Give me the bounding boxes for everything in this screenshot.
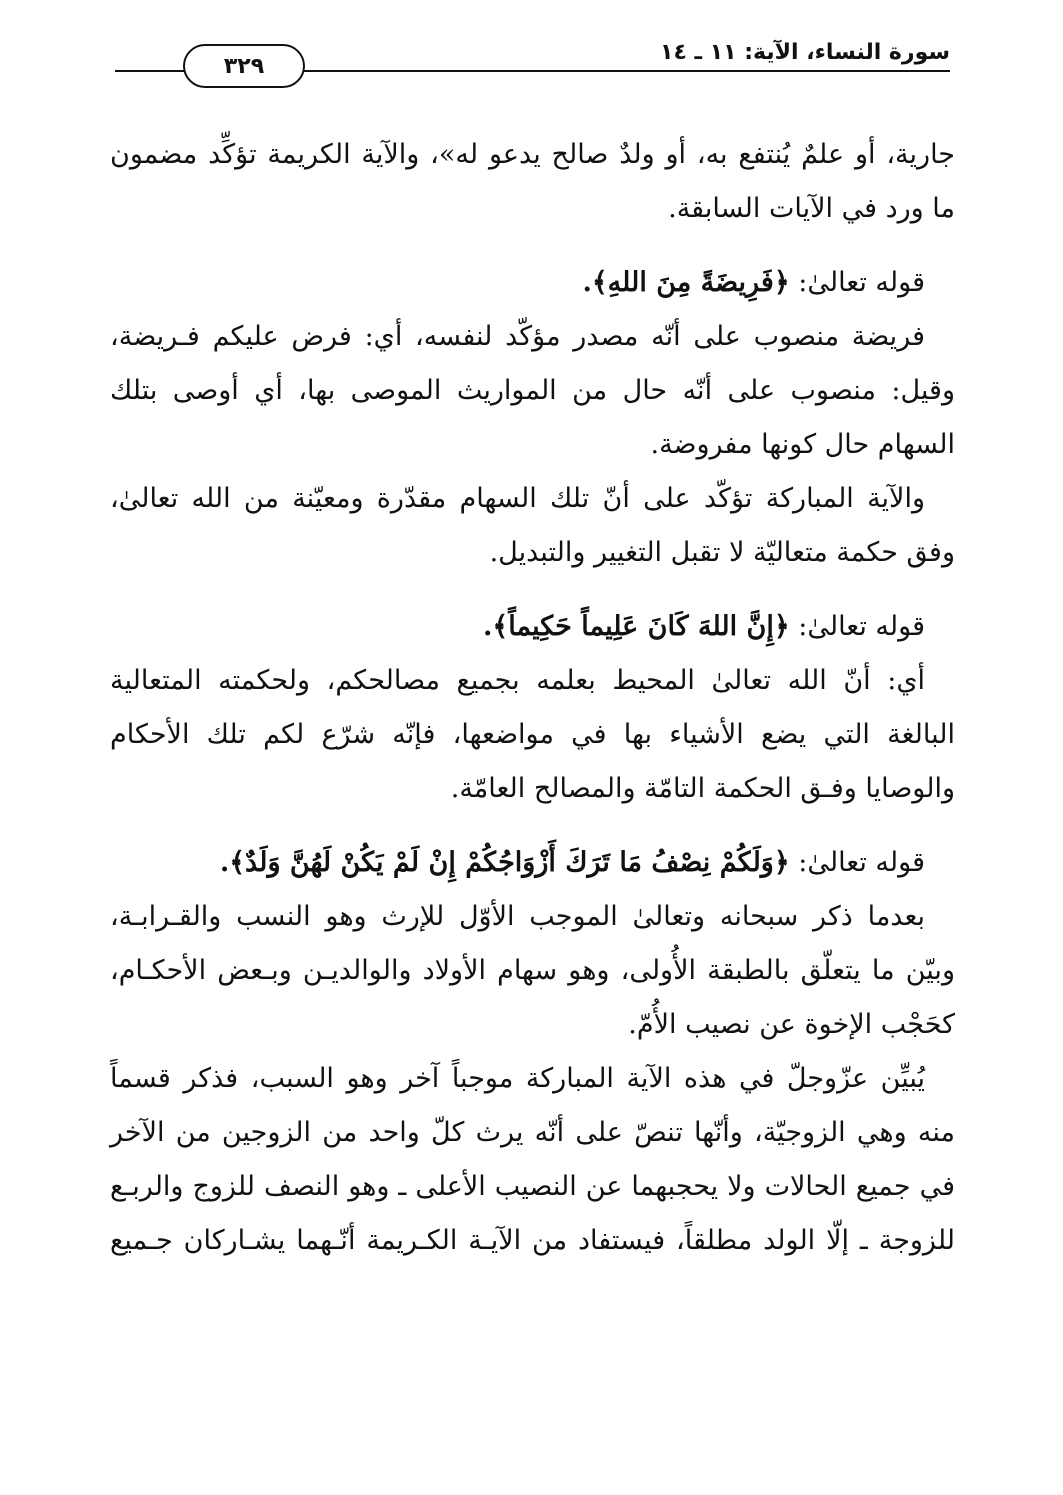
quran-verse: ﴿فَرِيضَةً مِنَ اللهِ﴾. — [582, 267, 790, 298]
quran-verse: ﴿وَلَكُمْ نِصْفُ مَا تَرَكَ أَزْوَاجُكُمْ إِنْ لَمْ يَكُنْ لَهُنَّ وَلَدٌ﴾. — [219, 847, 790, 878]
heading-prefix: قوله تعالىٰ: — [789, 611, 925, 642]
heading-prefix: قوله تعالىٰ: — [789, 267, 925, 298]
paragraph: يُبيِّن عزّوجلّ في هذه الآية المباركة موجباً آخر وهو السبب، فذكر قسماً منه وهي الزوجيّة، وأنّها تنصّ على أنّه يرث كلّ واحد من الزوجين من الآخر في جميع الحالات ولا يحجبهما عن النصيب الأعلى ـ وهو النصف للزوج والربـع للزوجة ـ إلّا الولد مطلقاً، فيستفاد من الآيـة الكـريمة أنّـهما يشـاركان جـميع — [110, 1063, 955, 1256]
running-header-title: سورة النساء، الآية: ١١ ـ ١٤ — [652, 38, 950, 68]
page-number: ٣٢٩ — [223, 53, 265, 79]
page-number-badge — [183, 44, 305, 88]
verse-heading — [110, 836, 955, 890]
quran-verse: ﴿إِنَّ اللهَ كَانَ عَلِيماً حَكِيماً﴾. — [483, 611, 790, 642]
paragraph: والآية المباركة تؤكّد على أنّ تلك السهام مقدّرة ومعيّنة من الله تعالىٰ، وفق حكمة متعاليّة لا تقبل التغيير والتبديل. — [110, 483, 955, 568]
paragraph: أي: أنّ الله تعالىٰ المحيط بعلمه بجميع مصالحكم، ولحكمته المتعالية البالغة التي يضع الأشياء بها في مواضعها، فإنّه شرّع لكم تلك الأحكام والوصايا وفـق الحكمة التامّة والمصالح العامّة. — [110, 665, 955, 804]
verse-heading — [110, 600, 955, 654]
page-header — [115, 38, 950, 96]
body-text — [110, 128, 955, 1268]
paragraph: فريضة منصوب على أنّه مصدر مؤكّد لنفسه، أي: فرض عليكم فـريضة، وقيل: منصوب على أنّه حال من المواريث الموصى بها، أي أوصى بتلك السهام حال كونها مفروضة. — [110, 321, 955, 460]
paragraph: بعدما ذكر سبحانه وتعالىٰ الموجب الأوّل للإرث وهو النسب والقـرابـة، وبيّن ما يتعلّق بالطبقة الأُولى، وهو سهام الأولاد والوالديـن وبـعض الأحكـام، كحَجْب الإخوة عن نصيب الأُمّ. — [110, 901, 955, 1040]
paragraph: جارية، أو علمٌ يُنتفع به، أو ولدٌ صالح يدعو له»، والآية الكريمة تؤكِّد مضمون ما ورد في الآيات السابقة. — [110, 139, 955, 224]
heading-prefix: قوله تعالىٰ: — [789, 847, 925, 878]
verse-heading — [110, 256, 955, 310]
